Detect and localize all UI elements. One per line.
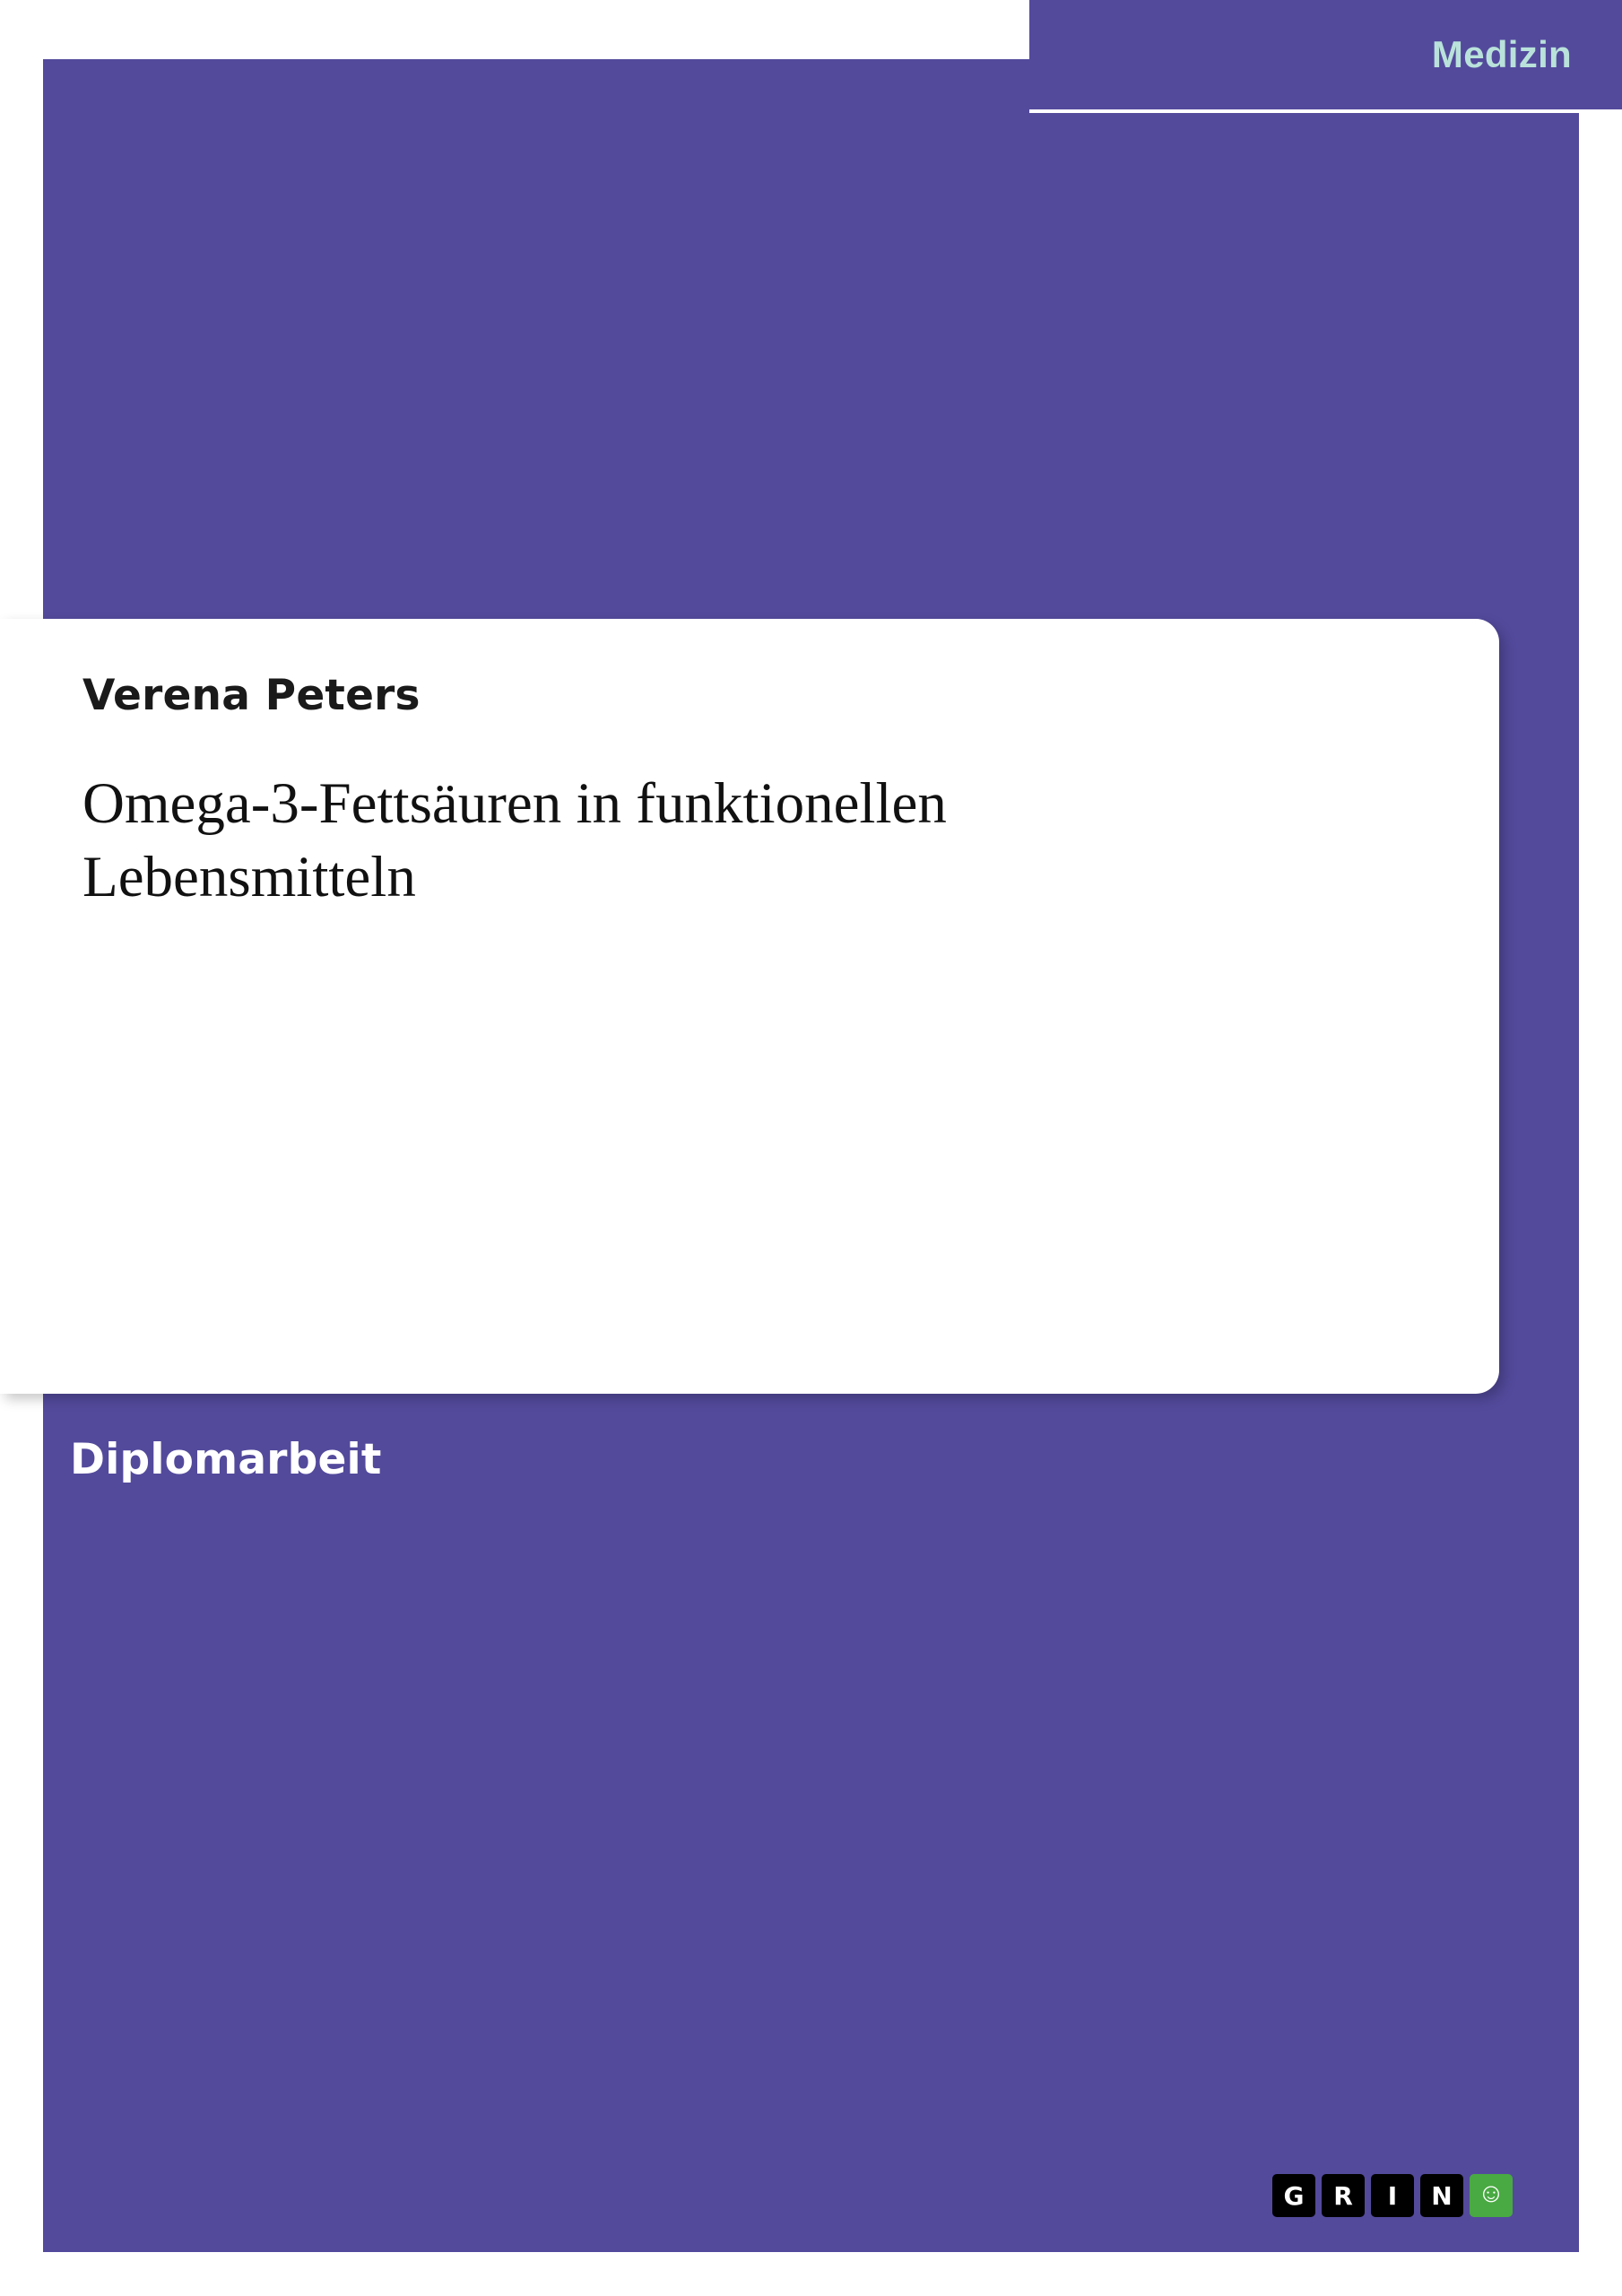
smiley-icon: ☺ bbox=[1470, 2174, 1513, 2217]
logo-letter-r: R bbox=[1322, 2174, 1365, 2217]
author-name: Verena Peters bbox=[82, 671, 421, 720]
logo-letter-i: I bbox=[1371, 2174, 1414, 2217]
logo-letter-g: G bbox=[1272, 2174, 1315, 2217]
category-band bbox=[1029, 0, 1622, 109]
document-type-label: Diplomarbeit bbox=[70, 1435, 382, 1484]
logo-letter-n: N bbox=[1420, 2174, 1463, 2217]
title-card bbox=[0, 619, 1499, 1394]
grin-publisher-logo bbox=[1272, 2174, 1513, 2217]
category-label: Medizin bbox=[1431, 33, 1572, 75]
page-title: Omega-3-Fettsäuren in funktionellen Lebensmitteln bbox=[82, 771, 947, 909]
